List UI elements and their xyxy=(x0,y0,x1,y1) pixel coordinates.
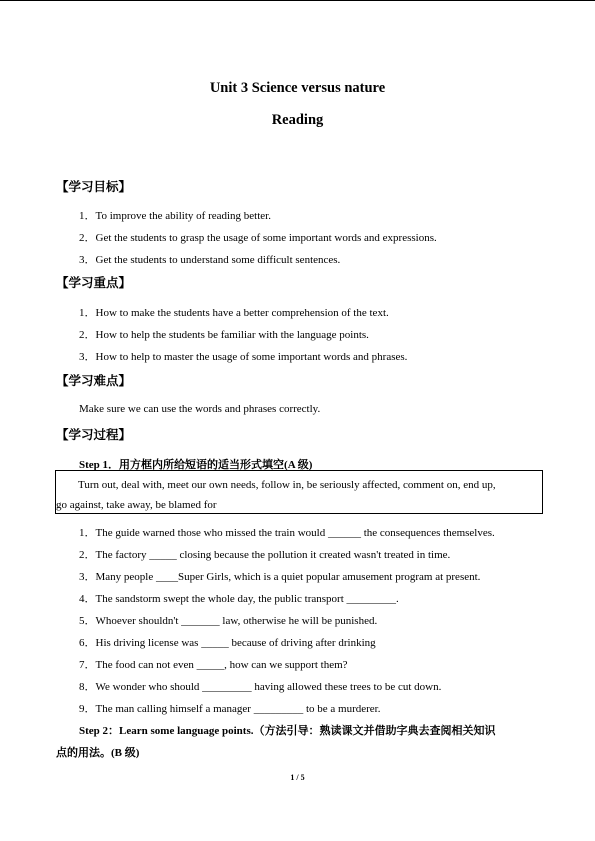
step1-label: Step 1．用方框内所给短语的适当形式填空(A 级) xyxy=(79,459,313,471)
step2-label-continued: 点的用法。(B 级) xyxy=(56,747,140,759)
key-point-item: 2．How to help the students be familiar with the language points. xyxy=(79,329,369,341)
page-number: 1 / 5 xyxy=(290,773,305,782)
phrase-box-line: go against, take away, be blamed for xyxy=(56,499,217,511)
question-item: 7．The food can not even _____, how can we support them? xyxy=(79,659,348,671)
question-item: 2．The factory _____ closing because the pollution it created wasn't treated in time. xyxy=(79,549,451,561)
question-item: 3．Many people ____Super Girls, which is a quiet popular amusement program at present. xyxy=(79,571,481,583)
difficulty-text: Make sure we can use the words and phrases correctly. xyxy=(79,403,321,415)
question-item: 9．The man calling himself a manager _________ to be a murderer. xyxy=(79,703,381,715)
section-heading-objectives: 【学习目标】 xyxy=(56,179,132,194)
key-point-item: 1．How to make the students have a better comprehension of the text. xyxy=(79,307,389,319)
top-border xyxy=(0,0,595,1)
objective-item: 1．To improve the ability of reading better. xyxy=(79,210,271,222)
section-heading-difficulties: 【学习难点】 xyxy=(56,373,132,388)
question-item: 1．The guide warned those who missed the train would ______ the consequences themselves. xyxy=(79,527,495,539)
question-item: 8．We wonder who should _________ having allowed these trees to be cut down. xyxy=(79,681,442,693)
phrase-box-line: Turn out, deal with, meet our own needs, follow in, be seriously affected, comment on, end up, xyxy=(78,479,496,491)
question-item: 6．His driving license was _____ because of driving after drinking xyxy=(79,637,376,649)
document-title: Unit 3 Science versus nature xyxy=(209,80,386,96)
objective-item: 2．Get the students to grasp the usage of some important words and expressions. xyxy=(79,232,437,244)
section-heading-process: 【学习过程】 xyxy=(56,427,132,442)
question-item: 5．Whoever shouldn't _______ law, otherwise he will be punished. xyxy=(79,615,378,627)
key-point-item: 3．How to help to master the usage of some important words and phrases. xyxy=(79,351,408,363)
section-heading-key-points: 【学习重点】 xyxy=(56,275,132,290)
objective-item: 3．Get the students to understand some difficult sentences. xyxy=(79,254,341,266)
phrase-box xyxy=(55,470,543,514)
document-subtitle: Reading xyxy=(271,112,324,128)
question-item: 4．The sandstorm swept the whole day, the public transport _________. xyxy=(79,593,399,605)
step2-label: Step 2：Learn some language points.（方法引导：熟读课文并借助字典去查阅相关知识 xyxy=(79,725,496,737)
